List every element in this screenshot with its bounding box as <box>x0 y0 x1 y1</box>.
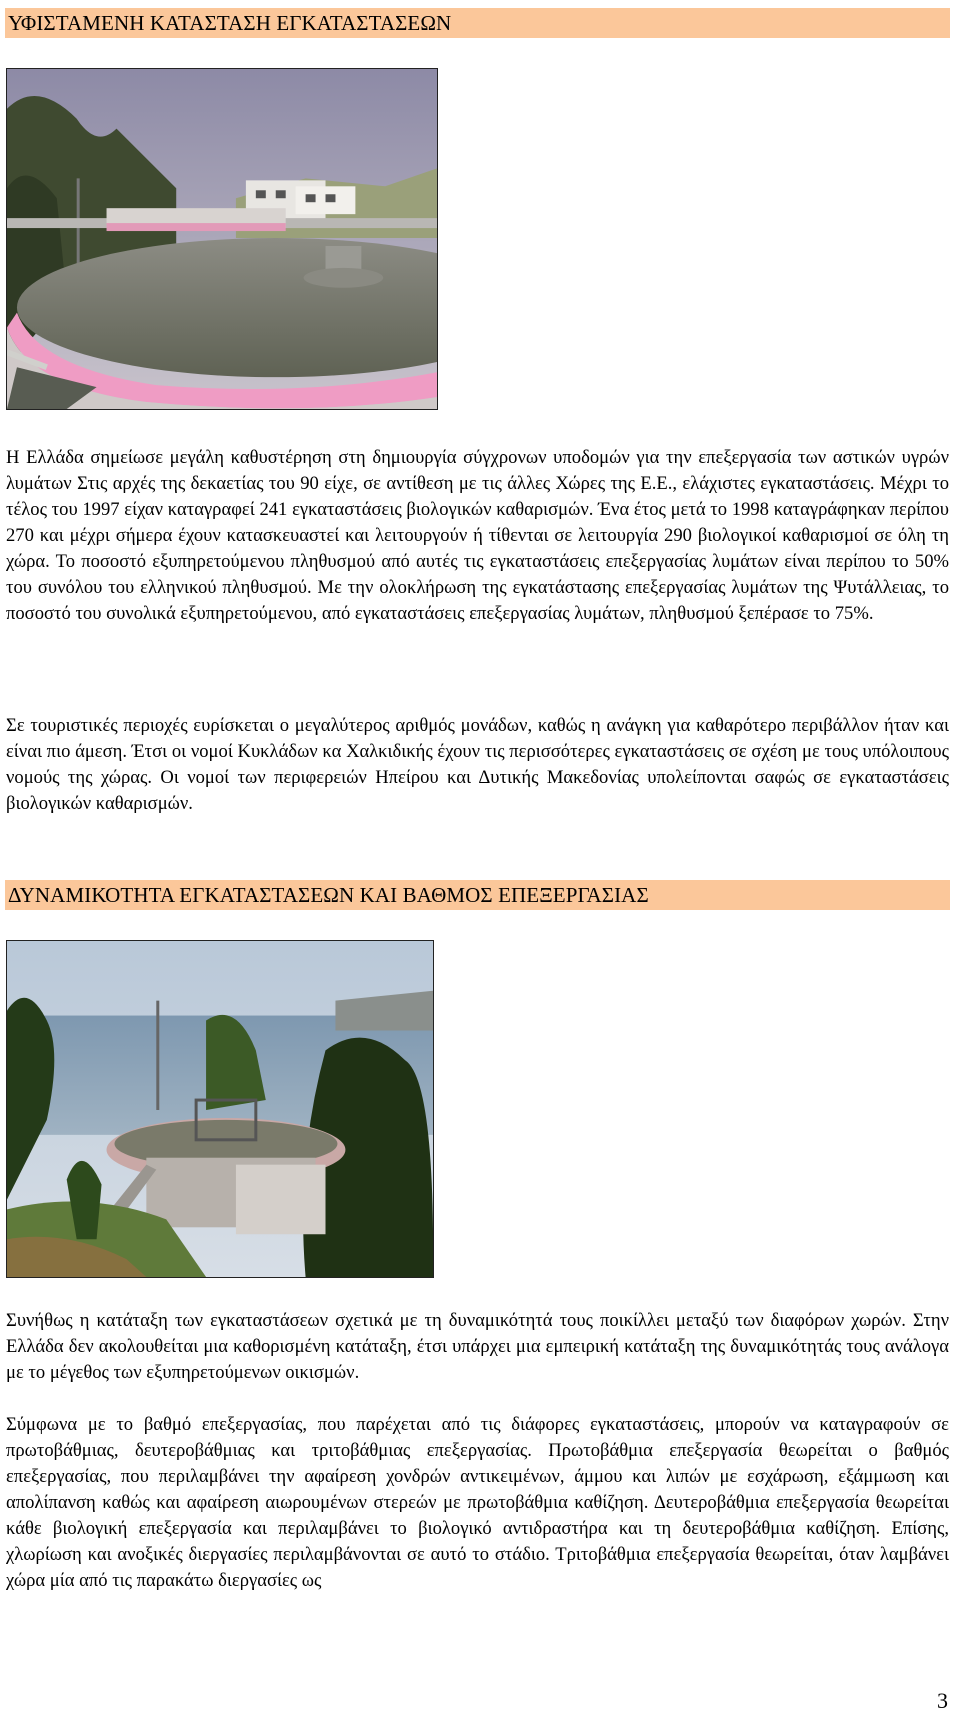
photo-treatment-plant-seaside <box>6 940 434 1278</box>
paragraph-capacity-2: Σύμφωνα με το βαθμό επεξεργασίας, που παρέχεται από τις διάφορες εγκαταστάσεις, μπορούν να καταγραφούν σε πρωτοβάθμιας, δευτεροβάθμιας και τριτοβάθμιας επεξεργασίας. Πρωτοβάθμια επεξεργασία θεωρείται ο βαθμός επεξεργασίας, που περιλαμβάνει την αφαίρεση χονδρών αντικειμένων, άμμου και λιπών με εσχάρωση, εξάμμωση και απολίπανση καθώς και αφαίρεση αιωρουμένων στερεών με πρωτοβάθμια καθίζηση. Δευτεροβάθμια επεξεργασία θεωρείται κάθε βιολογική επεξεργασία και περιλαμβάνει το βιολογικό αντιδραστήρα και τη δευτεροβάθμια καθίζηση. Επίσης, χλωρίωση και ανοξικές διεργασίες περιλαμβάνονται σε αυτό το στάδιο. Τριτοβάθμια επεξεργασία θεωρείται, όταν λαμβάνει χώρα μία από τις παρακάτω διεργασίες ως <box>6 1414 949 1591</box>
section-heading-existing-state: ΥΦΙΣΤΑΜΕΝΗ ΚΑΤΑΣΤΑΣΗ ΕΓΚΑΤΑΣΤΑΣΕΩΝ <box>5 8 950 38</box>
paragraph-existing-state-2: Σε τουριστικές περιοχές ευρίσκεται ο μεγαλύτερος αριθμός μονάδων, καθώς η ανάγκη για καθαρότερο περιβάλλον ήταν και είναι πιο άμεση. Έτσι οι νομοί Κυκλάδων κα Χαλκιδικής έχουν τις περισσότερες εγκαταστάσεις σε σχέση με τους υπόλοιπους νομούς της χώρας. Οι νομοί των περιφερειών Ηπείρου και Δυτικής Μακεδονίας υπολείπονται σαφώς σε εγκαταστάσεις βιολογικών καθαρισμών. <box>6 715 949 814</box>
paragraph-capacity-1: Συνήθως η κατάταξη των εγκαταστάσεων σχετικά με τη δυναμικότητά τους ποικίλλει μεταξύ των διαφόρων χωρών. Στην Ελλάδα δεν ακολουθείται μια καθορισμένη κατάταξη, έτσι υπάρχει μια εμπειρική κατάταξη της δυναμικότητάς τους ανάλογα με το μέγεθος των εξυπηρετούμενων οικισμών. <box>6 1310 949 1383</box>
paragraph-existing-state-1: Η Ελλάδα σημείωσε μεγάλη καθυστέρηση στη δημιουργία σύγχρονων υποδομών για την επεξεργασία των αστικών υγρών λυμάτων Στις αρχές της δεκαετίας του 90 είχε, σε αντίθεση με τις άλλες Χώρες της Ε.Ε., ελάχιστες εγκαταστάσεις. Μέχρι το τέλος του 1997 είχαν καταγραφεί 241 εγκαταστάσεις βιολογικών καθαρισμών. Ένα έτος μετά το 1998 καταγράφηκαν περίπου 270 και μέχρι σήμερα έχουν κατασκευαστεί και λειτουργούν ή τίθενται σε λειτουργία 290 βιολογικοί καθαρισμοί σε όλη τη χώρα. Το ποσοστό εξυπηρετούμενου πληθυσμού από αυτές τις εγκαταστάσεις επεξεργασίας λυμάτων είναι περίπου το 50% του συνόλου του ελληνικού πληθυσμού. Με την ολοκλήρωση της εγκατάστασης επεξεργασίας λυμάτων της Ψυτάλλειας, το ποσοστό του συνολικά εξυπηρετούμενου, από εγκαταστάσεις επεξεργασίας λυμάτων, πληθυσμού ξεπέρασε το 75%. <box>6 447 949 624</box>
photo-treatment-tank-pink <box>6 68 438 410</box>
page-number: 3 <box>937 1688 948 1713</box>
section-heading-capacity: ΔΥΝΑΜΙΚΟΤΗΤΑ ΕΓΚΑΤΑΣΤΑΣΕΩΝ ΚΑΙ ΒΑΘΜΟΣ ΕΠΕΞΕΡΓΑΣΙΑΣ <box>5 880 950 910</box>
